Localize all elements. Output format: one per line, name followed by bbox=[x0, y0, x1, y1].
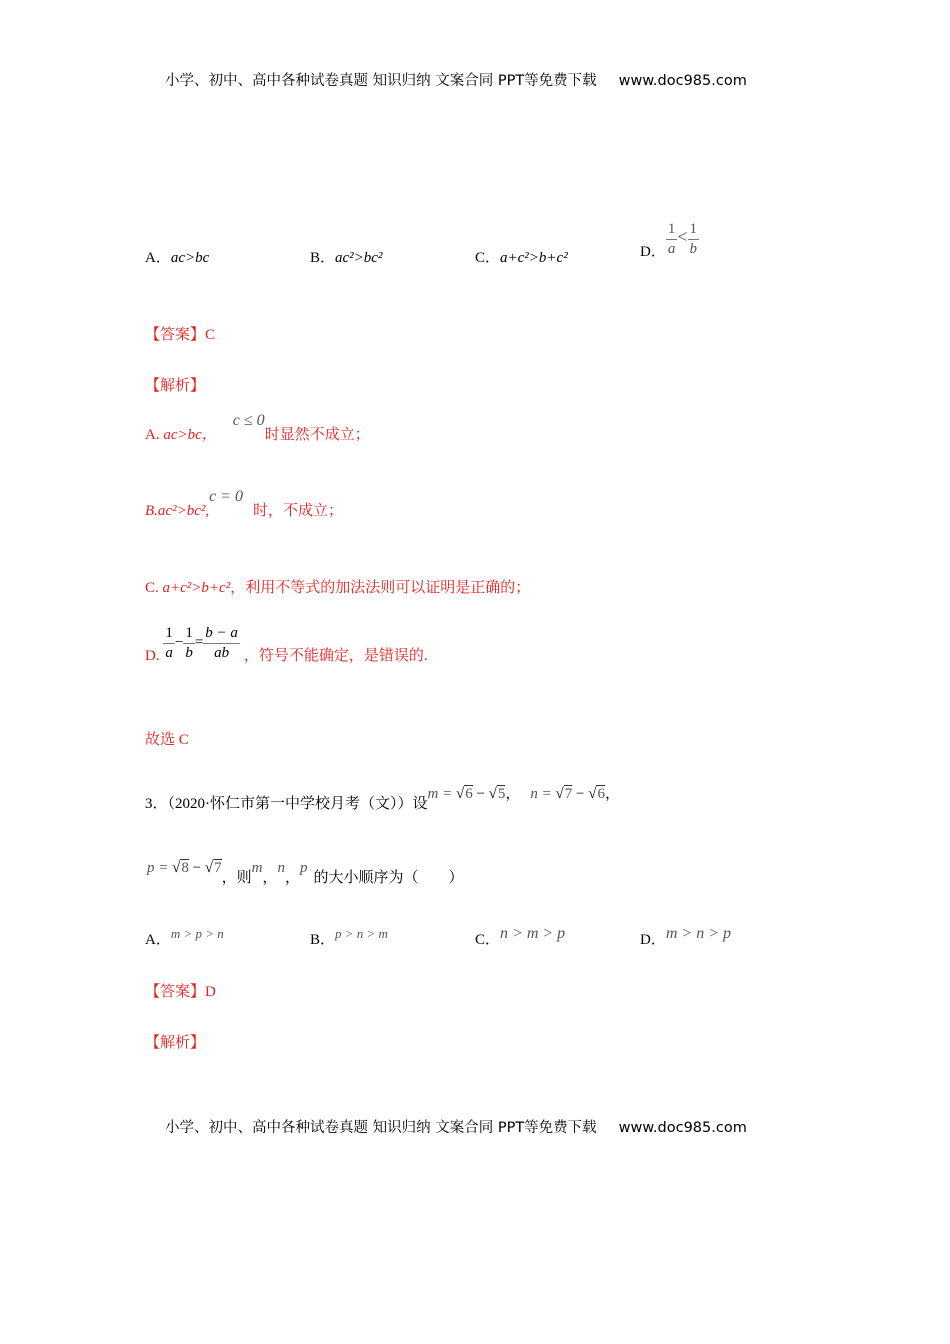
q2-option-c: C．a+c²>b+c² bbox=[475, 250, 568, 266]
analysis-line-b: B.ac²>bc²,c = 0时，不成立； bbox=[145, 488, 344, 519]
q3-option-a: A．m > p > n bbox=[145, 926, 224, 948]
analysis-line-a: A. ac>bc，c ≤ 0时显然不成立； bbox=[145, 412, 370, 443]
q3-analysis-label: 【解析】 bbox=[145, 1035, 206, 1051]
footer-text: 小学、初中、高中各种试卷真题 知识归纳 文案合同 PPT等免费下载 bbox=[165, 1120, 597, 1136]
q2-answer: 【答案】C bbox=[145, 327, 216, 343]
q3-stem-line1: 3．（2020·怀仁市第一中学校月考（文））设m = √6 − √5， n = √7 − √6， bbox=[145, 786, 620, 812]
q2-option-d: D． $\frac{1}{a}$ < $\frac{1}{b}$ bbox=[640, 221, 697, 260]
q2-analysis-label: 【解析】 bbox=[145, 378, 206, 394]
q3-option-b: B．p > n > m bbox=[310, 926, 388, 948]
footer-url[interactable]: www.doc985.com bbox=[618, 1120, 747, 1136]
q2-option-a: A．ac>bc bbox=[145, 250, 210, 266]
page-header bbox=[165, 69, 747, 90]
header-text: 小学、初中、高中各种试卷真题 知识归纳 文案合同 PPT等免费下载 bbox=[165, 73, 597, 89]
q3-stem-line2: p = √8 − √7，则m，n，p的大小顺序为（ ） bbox=[147, 860, 464, 886]
q2-option-b: B．ac²>bc² bbox=[310, 250, 383, 266]
q2-conclusion: 故选 C bbox=[145, 732, 189, 748]
header-url[interactable]: www.doc985.com bbox=[618, 73, 747, 89]
page-footer bbox=[165, 1116, 747, 1137]
analysis-line-d: D. $\frac{1}{a}$ − $\frac{1}{b}$ = $\frac{b - a}{ab}$ ，符号不能确定，是错误的. bbox=[145, 625, 428, 664]
q3-answer: 【答案】D bbox=[145, 984, 216, 1000]
analysis-line-c: C. a+c²>b+c²，利用不等式的加法法则可以证明是正确的； bbox=[145, 580, 531, 596]
q3-option-d: D．m > n > p bbox=[640, 925, 731, 948]
q3-option-c: C．n > m > p bbox=[475, 925, 566, 948]
